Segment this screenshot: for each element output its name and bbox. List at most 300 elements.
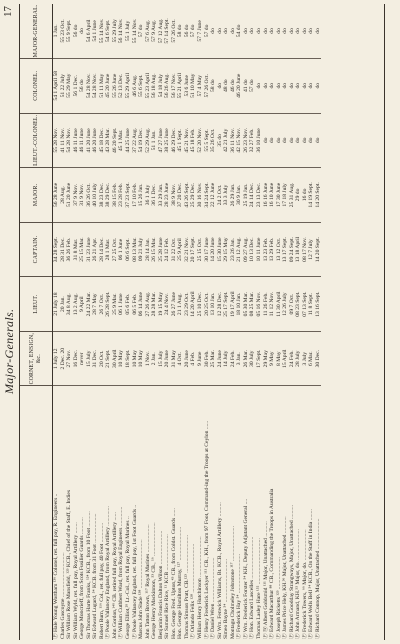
officer-name: Ⓟ Orlando Felix ¹²⁸ ................................... [190,543,197,639]
commission-date: 06 6 Sept. [125,222,132,277]
commission-date: do [217,58,224,113]
commission-date: 45 18 Feb. [190,113,197,168]
commission-date: 38 23 Dec. [99,168,106,223]
commission-date: 21 Sept. [105,331,112,386]
commission-date: 31 9 Nov. [79,168,86,223]
commission-date: 57 9 Aug. [151,4,158,59]
commission-date: 09 24 Sept. [289,222,296,277]
commission-date: 32 27 Feb. [249,113,256,168]
commission-date: 31 Dec. [92,331,99,386]
commission-date: 24 14 Dec. [249,168,256,223]
commission-date: 28 July [295,331,302,386]
commission-date: 55 6 Sept. [138,58,145,113]
commission-date: 25 29 Dec. [190,168,197,223]
commission-date: 38 15 Feb. [112,168,119,223]
commission-date: 46 29 Dec. [171,113,178,168]
commission-date: 29 15 May [223,222,230,277]
commission-date: do [256,58,263,113]
officer-name: Charles Gascoyne ................................ [59,552,66,639]
commission-date: 55 28 Nov. [53,113,60,168]
commission-date: 57 12 Aug. [158,4,165,59]
commission-date: 25 19 Jan. [243,168,250,223]
officer-name: Sir Edward Lugard, ⁵⁴ KCB. from 31 Foot ..................... [92,513,99,639]
commission-date: 38 9 Nov. [171,168,178,223]
commission-date: 14 20 Sept. [315,222,322,277]
commission-date: 31 May [171,331,178,386]
commission-date: 46 do [230,58,237,113]
commission-date: 28 28 Mar. [151,277,158,332]
commission-date: 55 14 Nov. [99,4,106,59]
table-row [53,4,60,640]
column-header-lieut: LIEUT. [20,277,53,332]
commission-date: 24 2 Oct. [217,168,224,223]
commission-date: 36 26 Oct. [86,168,93,223]
commission-date: 05 30 Mar. [243,277,250,332]
commission-date: 32 21 Nov. [184,222,191,277]
commission-date: 6 Mar. [308,331,315,386]
commission-date: 06 14 June [138,277,145,332]
officer-name: Ⓟ Wm. Frederick Forster ⁵⁴ KH., Deputy Adjutant General .... [242,498,249,639]
commission-date: 55 5 Sept. [204,113,211,168]
commission-date: 55 29 May [66,58,73,113]
officer-name: John Tatton Brown, ¹¹⁷ Royal Marines .................... [144,524,151,639]
commission-date: do [210,4,217,59]
commission-date: 45 18 Dec. [99,113,106,168]
officer-name: Thomas Simson Pratt, CB.¹²³ ........................... [183,534,190,639]
commission-date: 52 29 Aug. [145,113,152,168]
commission-date: 26 Mar. [243,331,250,386]
commission-date: 41 do [243,58,250,113]
commission-date: 45 21 Nov. [184,113,191,168]
commission-date: 17 Sept. [256,331,263,386]
officer-name: Ⓟ James Price Hely, KH.³⁶ Major, Unattached ............ [282,516,289,639]
commission-date: 54 28 Nov. [86,58,93,113]
commission-date: 28 Aug. [60,168,67,223]
commission-date: 24 Feb. [289,331,296,386]
commission-date: 24 June [217,331,224,386]
commission-date: do [302,113,309,168]
commission-date: do [295,4,302,59]
commission-date: do [295,58,302,113]
commission-date: 29 May [263,331,270,386]
commission-date: do [289,58,296,113]
commission-date: 56 17 Nov. [171,58,178,113]
commission-date: 54 do [236,4,243,59]
commission-date: 15 July [86,331,93,386]
commission-date: 17 30 June [276,168,283,223]
commission-date: 20 25 Oct. [204,277,211,332]
commission-date: 48 do [223,58,230,113]
commission-date: do [263,58,270,113]
commission-date: do [276,4,283,59]
commission-date: 26 29 Jan. [230,168,237,223]
commission-date: 4 Oct. [177,331,184,386]
commission-date: 24 22 Mar. [86,277,93,332]
commission-date: 37 9 Nov. [73,168,80,223]
commission-date: 21 1 Aug. [177,277,184,332]
commission-date: 25 9 Mar. [112,277,119,332]
commission-date: 37 22 Aug. [132,113,139,168]
commission-date: 08 17 Nov. [302,222,309,277]
commission-date: 16 16 June [263,168,270,223]
commission-date: 22 12 June [210,168,217,223]
commission-date: 12 7 July [308,222,315,277]
commission-date: 57 do [249,58,256,113]
commission-date: 26 23 Nov. [243,113,250,168]
officer-name: Ⓟ William Cuthbert Ward, from Royal Engineers .............. [118,506,125,639]
commission-date: 51 20 June [66,168,73,223]
commission-date: 57 4 May [197,58,204,113]
commission-date: 35 do [217,113,224,168]
commission-date: 42 21 July [223,113,230,168]
commission-date: do [263,4,270,59]
commission-date: 10 11 June [256,222,263,277]
commission-date: 14 19 Sept. [308,168,315,223]
commission-date: 3 July [302,331,309,386]
running-title: Major-Generals. [2,308,16,394]
commission-date: 51 22 July [60,58,67,113]
column-header-cornet: CORNET, ENSIGN, &c. [20,331,53,386]
commission-date: 26 15 Mar. [151,222,158,277]
officer-name: Ⓟ Poole Vallancey England, from Royal Artillery .............. [105,506,112,639]
commission-date: 56 do [79,58,86,113]
commission-date: 35 26 Oct. [210,113,217,168]
commission-date: 26 7 Oct. [99,277,106,332]
commission-date: 26 28 Sept. [105,277,112,332]
commission-date: 51 1 Jan. [151,113,158,168]
officer-name: Ⓟ Hale Young Wortham ¹³⁶ Colonel, ret. full pay, R. Engineers .. [53,493,59,639]
commission-date: 13 18 April [295,222,302,277]
commission-date: 28 14 Dec. [99,222,106,277]
commission-date: 14 20 April [190,277,197,332]
commission-date: 30 July [249,331,256,386]
commission-date: 52 13 Dec. [118,58,125,113]
commission-date: 28 1 Mar. [105,222,112,277]
commission-date: 43 28 Mar. [105,113,112,168]
commission-date: 55 1 July [125,4,132,59]
table-header-row [20,4,53,640]
commission-date: 36 10 June [256,113,263,168]
commission-date: 20 Jan. [60,277,67,332]
commission-date: 21 July 18 [53,277,60,332]
commission-date: 25 28 June [158,222,165,277]
commission-date: do [282,113,289,168]
commission-date: 13 10 Jan. [210,277,217,332]
commission-date: 8 May [276,331,283,386]
commission-date: 12 26 July [282,277,289,332]
commission-date: 31 22 Oct. [171,222,178,277]
commission-date: 1 Jan. [53,4,60,59]
commission-date: 36 1 July [145,168,152,223]
commission-date: 27 25 Oct. [112,222,119,277]
commission-date: do [217,4,224,59]
commission-date: 43 26 Sept. [184,168,191,223]
commission-date: 57 do [138,4,145,59]
commission-date: 1 July 12 [53,331,60,386]
officer-name: Ⓟ Edward Macarthur ⁸⁸ CB., Commanding the Troops in Australia [269,488,276,639]
commission-date: do [302,4,309,59]
commission-date: 51 10 May [190,58,197,113]
commission-date: do [256,4,263,59]
commission-date: 26 27 June [171,277,178,332]
commission-date: 41 20 June [86,113,93,168]
officer-name: Ⓟ Richard Connop, Major, Unattached ...................... [314,518,321,639]
commission-date: 24 12 Feb. [164,222,171,277]
commission-date: 37 23 Sept. [125,168,132,223]
commission-date: 06 1 June [118,222,125,277]
commission-date: do [302,58,309,113]
commission-date: 56 28 June [53,168,60,223]
commission-date: 19 17 April [230,277,237,332]
commission-date: 37 20 Dec. [177,168,184,223]
commission-date: 08 25 Mar. [249,277,256,332]
commission-date: 23 13 Dec. [256,168,263,223]
commission-date: do [269,58,276,113]
commission-date: 13 17 Sept. [282,222,289,277]
officer-name: Sir Wm. Fenwick Williams, Bt. KCB., Royal Artillery .......... [216,502,223,639]
commission-date: 9 April [79,277,86,332]
commission-date: do [249,4,256,59]
commission-date: 57 6 Aug. [145,4,152,59]
officer-name: Sir Thomas Harte Franks, ¹²⁴ KCB., from 10 Foot ........... [85,511,92,639]
commission-date: 31 23 June [86,222,93,277]
commission-date: 46 20 June [92,113,99,168]
officer-name: Ⓟ Frederick Towers, ⁶⁶ Major, do. ...................... [301,529,308,639]
officer-name: Montagu Cholmeley Johnstone ¹¹⁷ ......................... [229,526,236,639]
bottom-rule [384,4,385,640]
commission-date: 36 26 Feb. [66,222,73,277]
officer-name: Ⓟ Joseph Ricketts ¹²³ ....................... [275,557,282,639]
commission-date: do [282,58,289,113]
commission-date: 19 15 May [158,277,165,332]
commission-date: 10 May [118,331,125,386]
commission-date: 10 May [132,331,139,386]
commission-date: 46 20 Sept. [112,113,119,168]
commission-date: 45 20 June [105,58,112,113]
commission-date: 55 26 June [112,58,119,113]
officer-name: Thomas Lasley Hare ¹⁵² ................................. [255,538,262,639]
commission-date: do [308,4,315,59]
commission-date: 11 12 Nov. [269,277,276,332]
commission-date: 30 17 June [204,222,211,277]
commission-date: do [315,113,322,168]
commission-date: 17 18 July [282,168,289,223]
commission-date: 20 17 Sept. [190,222,197,277]
officer-name: Benjamin Francis Dalton Wilson ........................ [157,530,164,639]
officer-name: Ⓟ Richard Goodday Strangways, Major, Unattached .......... [288,505,295,639]
commission-date: 42 15 Nov. [236,113,243,168]
officer-name: Sir Samuel Rice Rice, ¹¹ KCB .......................... [164,534,171,639]
column-header-colonel: COLONEL. [20,58,53,113]
officer-name: Marcus John Slade ¹³⁸ ................................... [138,539,145,639]
commission-date: do [243,4,250,59]
commission-date: 20 June [184,331,191,386]
commission-date: 09 7 Oct. [289,277,296,332]
commission-date: 23 28 Feb. [118,168,125,223]
commission-date: 15 30 June [217,222,224,277]
officer-name: Sir William Rose Mansfield, ¹²³ KCB., Chief of the Staff, E. Indies [66,489,73,639]
commission-date: 13 12 Oct. [276,222,283,277]
commission-date: 45 1 Sept. [177,113,184,168]
commission-date: 36 1 Dec. [151,168,158,223]
commission-date: 25 15 Mar. [79,222,86,277]
commission-date: 28 14 Jan. [145,222,152,277]
commission-date: do [289,4,296,59]
commission-date: 30 9 Jan. [236,168,243,223]
commission-date: 9 June [197,331,204,386]
commission-date: 44 25 June [125,113,132,168]
officer-name: John Gordon,¹⁴⁹ CB. retired full pay, Royal Artillery ...... [111,512,118,639]
commission-date: 57 14 Sept. [164,4,171,59]
officer-name: Hon. George Hamilton Murray, ¹²⁷ ........................ [177,526,184,639]
commission-date: 27 26 Aug. [145,277,152,332]
column-header-name [20,386,53,640]
officers-table [20,4,321,640]
commission-date: 27 Nov. [66,331,73,386]
commission-date: 24 Feb. [230,331,237,386]
commission-date: 05 16 Nov. [256,277,263,332]
commission-date: 52 20 Nov. [197,113,204,168]
commission-date: 55 14 Nov. [132,4,139,59]
commission-date: do [276,58,283,113]
commission-date: 45 1 Mar. [118,113,125,168]
officer-name: George Henry Mackinnon, ⁵³ CB., ¹⁶ ........................ [151,522,158,639]
commission-date: 10 13 Dec. [249,222,256,277]
commission-date: do [282,4,289,59]
officer-name: Ⓟ Edward Wells Bell ⁵⁴ KCB., On the Staff in India ........ [308,509,315,639]
commission-date: 57 7 June [197,4,204,59]
commission-date: 10 May [138,331,145,386]
commission-date: 47 27 June [158,113,165,168]
column-header-captain: CAPTAIN. [20,222,53,277]
officer-name: George Moncrieff, from Scots Fusilier Guards ............ [79,517,86,639]
commission-date: 15 26 Jan. [138,168,145,223]
page-number: 17 [2,6,14,17]
commission-date: 34 28 Sept. [53,222,60,277]
commission-date: do [315,58,322,113]
officer-name: Hon. George Fred. Upton,⁴³ CB., from Coldst. Guards ...... [170,508,177,639]
commission-date: 26 21 Apr. [92,222,99,277]
commission-date: 11 8 Sept. [308,277,315,332]
commission-date: 55 29 July [112,4,119,59]
commission-date: 28 7 May [92,277,99,332]
commission-date: 14 20 June [210,222,217,277]
commission-date: 53 6 June [184,58,191,113]
table-row [315,4,322,640]
commission-date: 18 10 Jan. [236,277,243,332]
commission-date: 29 do [295,168,302,223]
commission-date: do [269,113,276,168]
commission-date: 54 28 Nov. [92,58,99,113]
commission-date: 55 23 April [145,58,152,113]
commission-date: 23 26 Jan. [230,222,237,277]
commission-date: 16 do [302,168,309,223]
commission-date: do [269,4,276,59]
commission-date: 38 25 June [164,113,171,168]
commission-date: 58 do [210,58,217,113]
officer-name: Ⓟ Daniel Wren ................................ [210,557,217,639]
page-header [0,0,18,644]
commission-date: 56 do [73,4,80,59]
commission-date: do [263,113,270,168]
commission-date: 08 13 Mar. [132,222,139,277]
commission-date: 56 1 Dec. [73,58,80,113]
commission-date: 16 10 June [269,168,276,223]
commission-date: 06 5 Feb. [132,277,139,332]
commission-date: 18 Sept. [125,331,132,386]
commission-date: 54 19 Dec. [138,113,145,168]
commission-date: 20 Oct. [99,331,106,386]
commission-date: 56 26 Aug. [164,58,171,113]
commission-date: do [315,4,322,59]
table-body [53,4,322,640]
commission-date: 15 July [158,331,165,386]
commission-date: 30 Feb. [204,331,211,386]
commission-date: 25 31 Aug. [289,168,296,223]
commission-date: never [79,331,86,386]
commission-date: 2 Jan. [151,331,158,386]
commission-date: 36 11 Nov. [230,113,237,168]
commission-date: 34 8 Aug. [66,277,73,332]
commission-date: 54 18 July [158,58,165,113]
commission-date: 11 30 April [276,277,283,332]
commission-date: do [295,113,302,168]
commission-date: 46 11 June [79,113,86,168]
commission-date: 07 13 Sept. [302,277,309,332]
commission-date: 58 do [177,4,184,59]
commission-date: 57 26 Oct. [171,4,178,59]
commission-date: 05 6 Feb. [125,277,132,332]
commission-date: do [308,58,315,113]
commission-date: 28 31 Dec. [60,222,67,277]
commission-date: 57 26 Oct. [204,58,211,113]
commission-date: 51 11 May [99,58,106,113]
commission-date: 16 Dec. [73,331,80,386]
commission-date: do [276,113,283,168]
commission-date: 55 29 April [125,58,132,113]
commission-date: 30 April [112,331,119,386]
commission-date: 13 23 Feb. [263,222,270,277]
commission-date: 17 10 Feb. [132,168,139,223]
commission-date: 41 11 Nov. [60,113,67,168]
officer-name: Ⓟ Frederick Hay ⁵⁴ ............................ [236,554,243,639]
commission-date: 25 10 Dec. [197,277,204,332]
officer-name: Ⓟ Poole Vallancey England, ret. full pay, 1st Foot Guards .. [131,504,138,639]
officer-name: Ⓟ Ⓦ Albert Goldsmid ¹¹¹ Major, Unattached ........... [262,521,269,639]
commission-date: 4 Feb. [190,331,197,386]
commission-date: 54 1 April 58 [53,58,60,113]
commission-date: 1 Nov. [145,331,152,386]
commission-date: 33 29 Jan. [158,168,165,223]
commission-date: 13 29 Feb. [269,222,276,277]
commission-date: 57 do [190,4,197,59]
commission-date: 55 21 April [177,58,184,113]
commission-date: 12 28 Dec. [217,277,224,332]
commission-date: 13 16 Sept. [315,277,322,332]
commission-date: 46 6 Aug. [132,58,139,113]
commission-date: do [230,4,237,59]
commission-date: 55 9 Sept. [66,4,73,59]
commission-date: 33 3 July [223,168,230,223]
officer-name: Simeo Bayne ⁵⁴ ............................... [223,558,230,639]
officer-name: Sir William Wyld, ret. full pay, Royal Artillery ........ [72,522,79,639]
commission-date: 54 1 June [92,4,99,59]
officer-name: William Henry Hutchinson ............................. [197,536,204,639]
commission-date: 09 27 Aug. [243,222,250,277]
commission-date: 25 15 Oct. [197,222,204,277]
commission-date: 23 29 Oct. [184,277,191,332]
column-header-major: MAJOR. [20,168,53,223]
